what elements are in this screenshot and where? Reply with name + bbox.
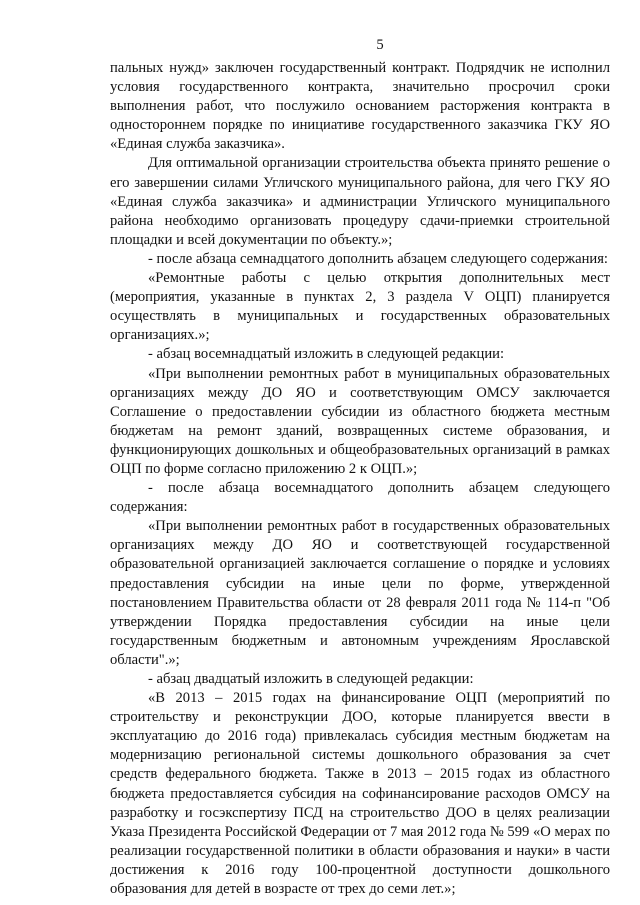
quoted-paragraph: «При выполнении ремонтных работ в государственных образовательных организациях между ДО ЯО и соответствующей государственной образовательной организацией заключается соглашение о порядке и условиях предоставления субсидии на иные цели по форме, утвержденной постановлением Правительства области от 28 февраля 2011 года № 114-п "Об утверждении Порядка предоставления субсидии на иные цели государственным бюджетным и автономным учреждениям Ярославской области".»; [110, 518, 610, 668]
quoted-paragraph: «При выполнении ремонтных работ в муниципальных образовательных организациях между ДО ЯО и соответствующим ОМСУ заключается Соглашение о предоставлении субсидии из областного бюджета местным бюджетам на ремонт зданий, возвращенных системе образования, и функционирующих дошкольных и общеобразовательных организаций в рамках ОЦП по форме согласно приложению 2 к ОЦП.»; [110, 365, 610, 477]
document-body [110, 59, 610, 899]
page-number: 5 [376, 37, 384, 53]
quoted-paragraph: «В 2013 – 2015 годах на финансирование ОЦП (мероприятий по строительству и реконструкции ДОО, которые планируется ввести в эксплуатацию до 2016 года) привлекалась субсидия местным бюджетам на модернизацию региональной системы дошкольного образования за счет средств федерального бюджета. Также в 2013 – 2015 годах из областного бюджета предоставляется субсидия на софинансирование расходов ОМСУ на разработку и госэкспертизу ПСД на строительство ДОО в целях реализации Указа Президента Российской Федерации от 7 мая 2012 года № 599 «О мерах по реализации государственной политики в области образования и науки» в части достижения к 2016 году 100-процентной доступности дошкольного образования для детей в возрасте от трех до семи лет.»; [110, 690, 610, 898]
amendment-instruction: - после абзаца восемнадцатого дополнить абзацем следующего содержания: [110, 480, 610, 516]
amendment-instruction: - абзац восемнадцатый изложить в следующей редакции: [148, 346, 505, 363]
quoted-paragraph: «Ремонтные работы с целью открытия дополнительных мест (мероприятия, указанные в пунктах 2, 3 раздела V ОЦП) планируется осуществлять в муниципальных и государственных образовательных организациях.»; [110, 270, 610, 344]
amendment-instruction: - после абзаца семнадцатого дополнить абзацем следующего содержания: [148, 250, 608, 267]
paragraph: Для оптимальной организации строительства объекта принято решение о его завершении силами Угличского муниципального района, для чего ГКУ ЯО «Единая служба заказчика» и администрации Угличского муниципального района необходимо организовать процедуру сдачи-приемки строительной площадки и всей документации по объекту.»; [110, 155, 610, 248]
amendment-instruction: - абзац двадцатый изложить в следующей редакции: [148, 671, 474, 687]
paragraph-continuation: пальных нужд» заключен государственный контракт. Подрядчик не исполнил условия государственного контракта, значительно просрочил сроки выполнения работ, что послужило основанием расторжения контракта в одностороннем порядке по инициативе государственного заказчика ГКУ ЯО «Единая служба заказчика». [110, 60, 610, 153]
